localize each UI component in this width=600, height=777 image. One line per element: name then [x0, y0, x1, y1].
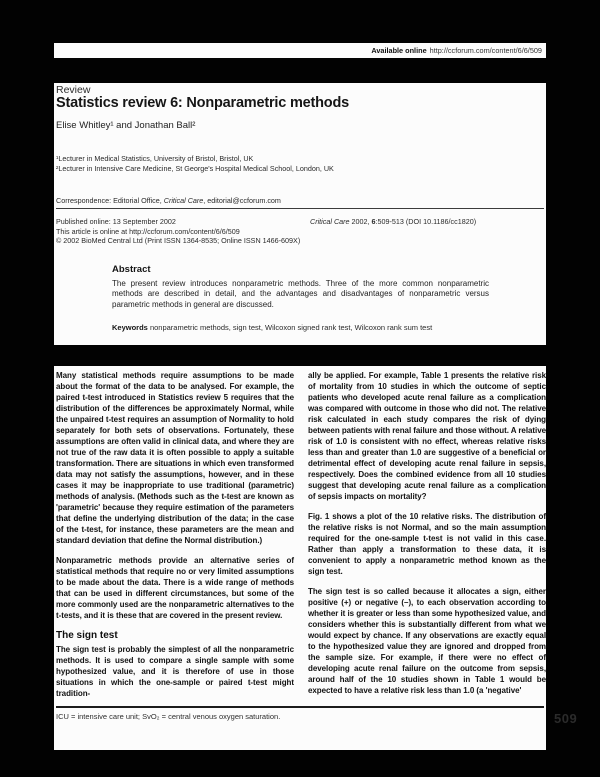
- article-header-block: [54, 83, 546, 345]
- correspondence-suffix: , editorial@ccforum.com: [203, 196, 281, 205]
- body-paragraph: Many statistical methods require assumptions to be made about the format of the data to be analysed. For example, the paired t-test introduced in Statistics review 5 requires that the distribution of the differences be approximately Normal, while the unpaired t-test requires an assumption of Normality to hold separately for both sets of observations. Fortunately, these assumptions are often valid in clinical data, and where they are not true of the raw data it is often possible to apply a suitable transformation. There are situations in which even transformed data may not satisfy the assumptions, however, and in these cases it may be inappropriate to use traditional (parametric) methods of analysis. (Methods such as the t-test are known as 'parametric' because they require estimation of the parameters that define the underlying distribution of the data; in the case of the t-test, for instance, these parameters are the mean and standard deviation that define the Normal distribution.): [56, 371, 294, 545]
- section-heading-sign-test: The sign test: [56, 630, 118, 641]
- available-online-strip: [54, 43, 546, 58]
- published-line: Published online: 13 September 2002: [56, 217, 176, 226]
- correspondence-journal-name: Critical Care: [163, 196, 204, 205]
- article-body-block: [54, 366, 546, 750]
- affiliation-2: ²Lecturer in Intensive Care Medicine, St George's Hospital Medical School, London, UK: [56, 163, 334, 173]
- keywords-text: nonparametric methods, sign test, Wilcoxon signed rank test, Wilcoxon rank sum test: [149, 322, 433, 332]
- keywords-line: [112, 323, 489, 332]
- article-url-line: This article is online at http://ccforum.com/content/6/6/509: [56, 227, 240, 236]
- abstract-text: The present review introduces nonparametric methods. Three of the more common nonparametric methods are described in detail, and the advantages and disadvantages of nonparametric versus parametric methods in general are discussed.: [112, 279, 489, 309]
- affiliation-1: ¹Lecturer in Medical Statistics, University of Bristol, Bristol, UK: [56, 154, 254, 163]
- abbreviations-footnote: ICU = intensive care unit; SvO₂ = central venous oxygen saturation.: [56, 712, 281, 721]
- citation-journal-name: Critical Care: [310, 217, 350, 226]
- abstract-section: [112, 264, 489, 332]
- citation-volume: 6: [371, 217, 376, 226]
- authors-line: Elise Whitley¹ and Jonathan Ball²: [56, 120, 196, 131]
- available-online-url: http://ccforum.com/content/6/6/509: [429, 46, 542, 55]
- correspondence-line: [56, 196, 281, 205]
- review-label: Review: [56, 84, 91, 96]
- available-online-label: Available online: [371, 46, 427, 55]
- affiliations-block: [56, 154, 334, 173]
- citation-line: [310, 217, 476, 226]
- body-paragraph: Fig. 1 shows a plot of the 10 relative risks. The distribution of the relative risks is not Normal, and so the main assumption required for the one-sample t-test is not valid in this case. Rather than apply a transformation to these data, it is convenient to apply a nonparametric method known as the sign test.: [308, 512, 546, 576]
- body-paragraph: Nonparametric methods provide an alternative series of statistical methods that require no or very limited assumptions to be made about the data. There is a wide range of methods that can be used in different circumstances, but some of the more commonly used are the nonparametric alternatives to the t-tests, and it is these that are covered in the present review.: [56, 556, 294, 620]
- body-paragraph: The sign test is probably the simplest of all the nonparametric methods. It is used to compare a single sample with some hypothesized value, and it is therefore of use in those situations in which the one-sample or paired t-test might tradition-: [56, 645, 294, 698]
- citation-year: 2002,: [349, 217, 372, 226]
- body-left-column: [56, 370, 294, 708]
- copyright-line: © 2002 BioMed Central Ltd (Print ISSN 1364-8535; Online ISSN 1466-609X): [56, 236, 301, 245]
- abstract-heading: Abstract: [112, 264, 151, 275]
- footnote-divider: [56, 706, 544, 708]
- correspondence-prefix: Correspondence: Editorial Office,: [56, 196, 164, 205]
- article-title: Statistics review 6: Nonparametric methods: [56, 95, 349, 111]
- keywords-label: Keywords: [112, 322, 148, 332]
- citation-pages-doi: :509-513 (DOI 10.1186/cc1820): [375, 217, 477, 226]
- body-right-column: [308, 370, 546, 705]
- page-number: 509: [554, 711, 578, 726]
- body-paragraph: The sign test is so called because it allocates a sign, either positive (+) or negative (–), to each observation according to whether it is greater or less than some hypothesized value, and considers whether this is substantially different from what we would expect by chance. If any observations are exactly equal to the hypothesized value they are ignored and dropped from the sample size. For example, if there were no effect of developing acute renal failure on the outcome from sepsis, around half of the 10 studies shown in Table 1 would be expected to have a relative risk less than 1.0 (a 'negative': [308, 587, 546, 695]
- body-paragraph: ally be applied. For example, Table 1 presents the relative risk of mortality from 10 studies in which the outcome of septic patients who developed acute renal failure as a complication was compared with outcome in those who did not. The relative risk calculated in each study compares the risk of dying between patients with renal failure and those without. A relative risk of 1.0 is consistent with no effect, whereas relative risks less than and greater than 1.0 are suggestive of a beneficial or detrimental effect of developing acute renal failure in sepsis, respectively. Does the combined evidence from all 10 studies suggest that developing acute renal failure as a complication of sepsis impacts on mortality?: [308, 371, 546, 501]
- header-divider: [56, 208, 544, 209]
